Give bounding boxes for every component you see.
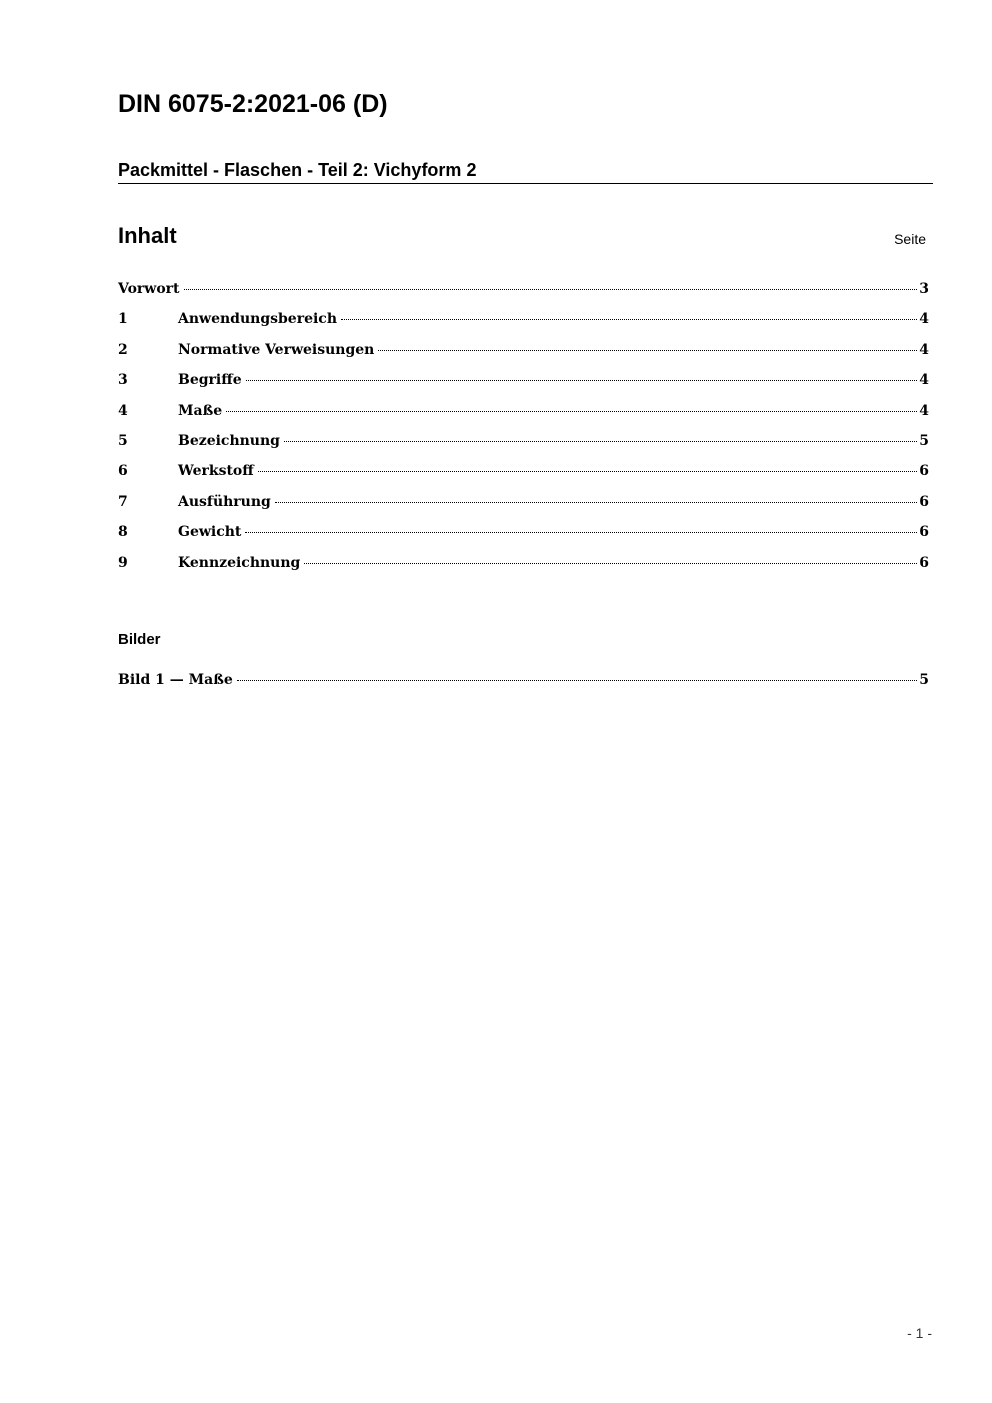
- toc-entry-ausfuehrung[interactable]: [118, 491, 929, 521]
- toc-dot-leader: [237, 680, 918, 681]
- document-title: Packmittel - Flaschen - Teil 2: Vichyform 2: [118, 157, 933, 184]
- figure-entry-page: 5: [919, 672, 929, 688]
- toc-dot-leader: [184, 289, 918, 290]
- figure-entry-bild-1[interactable]: [118, 669, 929, 699]
- toc-entry-label: Anwendungsbereich: [178, 311, 337, 328]
- toc-dot-leader: [226, 411, 917, 412]
- toc-entry-vorwort[interactable]: [118, 278, 929, 308]
- toc-entry-number: 1: [118, 311, 128, 328]
- toc-entry-page: 4: [919, 402, 929, 419]
- toc-entry-page: 4: [919, 341, 929, 358]
- toc-dot-leader: [378, 350, 917, 351]
- toc-entry-label: Werkstoff: [178, 463, 254, 480]
- figure-entry-label: Bild 1 — Maße: [118, 672, 233, 688]
- toc-entry-masse[interactable]: [118, 400, 929, 430]
- toc-entry-gewicht[interactable]: [118, 521, 929, 551]
- toc-entry-label: Begriffe: [178, 372, 242, 389]
- toc-entry-label: Kennzeichnung: [178, 554, 301, 571]
- toc-entry-number: 8: [118, 524, 128, 541]
- toc-dot-leader: [246, 380, 918, 381]
- toc-entry-normative-verweisungen[interactable]: [118, 339, 929, 369]
- page-number: - 1 -: [907, 1325, 932, 1341]
- toc-dot-leader: [245, 532, 917, 533]
- toc-entry-label: Gewicht: [178, 524, 242, 541]
- toc-entry-label: Maße: [178, 402, 223, 419]
- figures-heading: Bilder: [118, 631, 161, 648]
- toc-entry-page: 6: [919, 524, 929, 541]
- toc-entry-label: Ausführung: [178, 493, 271, 510]
- list-of-figures: [118, 669, 929, 699]
- table-of-contents: [118, 278, 929, 582]
- toc-entry-number: 4: [118, 402, 128, 419]
- toc-entry-anwendungsbereich[interactable]: [118, 308, 929, 338]
- toc-entry-label: Normative Verweisungen: [178, 341, 375, 358]
- toc-entry-page: 6: [919, 554, 929, 571]
- toc-entry-werkstoff[interactable]: [118, 460, 929, 490]
- toc-entry-number: 2: [118, 341, 128, 358]
- toc-entry-page: 4: [919, 372, 929, 389]
- toc-dot-leader: [258, 471, 918, 472]
- toc-page-column-label: Seite: [894, 231, 926, 247]
- toc-dot-leader: [284, 441, 917, 442]
- toc-dot-leader: [275, 502, 917, 503]
- toc-entry-page: 4: [919, 311, 929, 328]
- toc-entry-bezeichnung[interactable]: [118, 430, 929, 460]
- toc-entry-kennzeichnung[interactable]: [118, 552, 929, 582]
- toc-entry-page: 6: [919, 463, 929, 480]
- toc-entry-number: 7: [118, 493, 128, 510]
- toc-entry-page: 5: [919, 432, 929, 449]
- document-id: DIN 6075-2:2021-06 (D): [118, 90, 388, 118]
- toc-heading: Inhalt: [118, 223, 177, 248]
- toc-entry-number: 6: [118, 463, 128, 480]
- toc-entry-number: 9: [118, 554, 128, 571]
- toc-entry-number: 5: [118, 432, 128, 449]
- toc-entry-label: Bezeichnung: [178, 432, 280, 449]
- toc-dot-leader: [304, 563, 917, 564]
- toc-entry-page: 3: [919, 281, 929, 297]
- toc-entry-number: 3: [118, 372, 128, 389]
- toc-entry-begriffe[interactable]: [118, 369, 929, 399]
- toc-entry-label: Vorwort: [118, 281, 180, 297]
- toc-dot-leader: [341, 319, 917, 320]
- toc-entry-page: 6: [919, 493, 929, 510]
